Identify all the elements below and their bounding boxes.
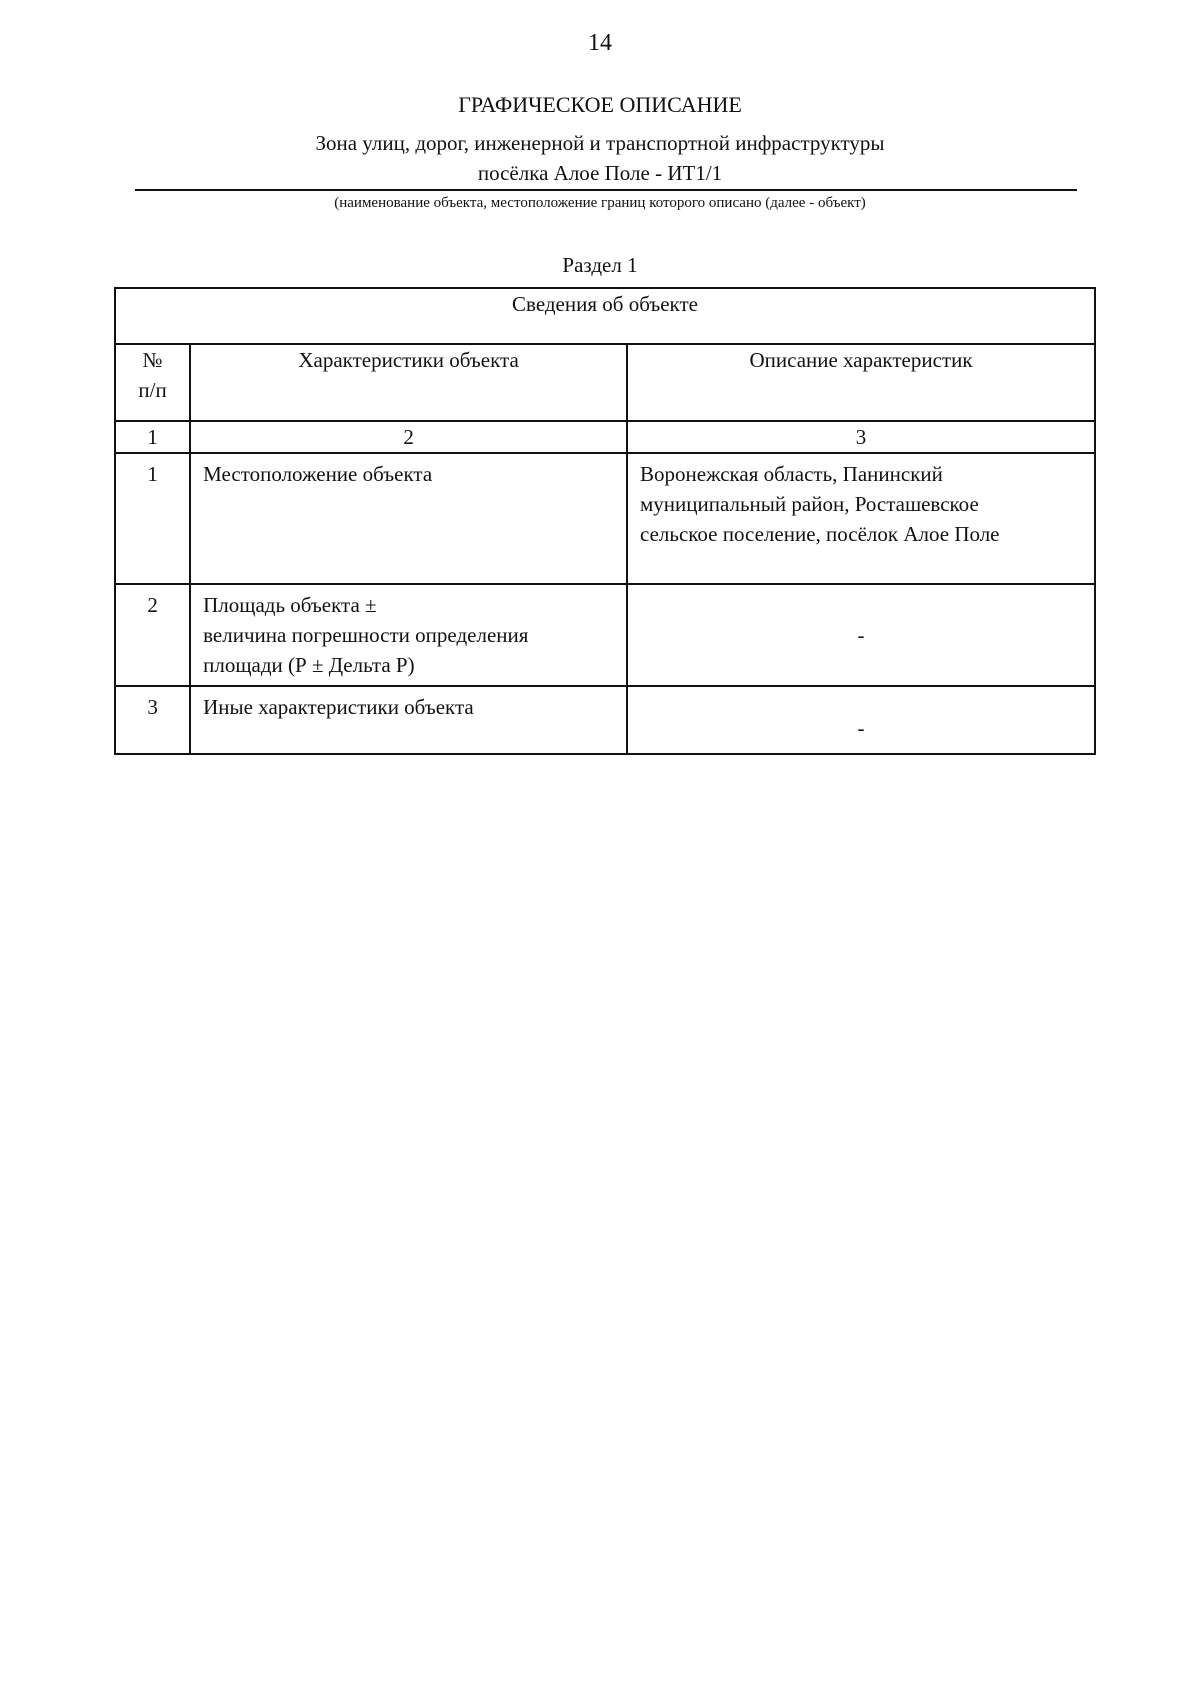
object-info-table [114,287,1096,755]
table-row [115,584,1095,686]
table-caption-row [115,288,1095,344]
text-line: Воронежская область, Панинский [640,462,943,486]
object-name [0,128,1200,188]
text-line: площади (Р ± Дельта Р) [203,653,415,677]
column-number: 1 [115,421,190,453]
header-description: Описание характеристик [627,344,1095,421]
column-number: 3 [627,421,1095,453]
text-line: сельское поселение, посёлок Алое Поле [640,522,1000,546]
text-line: величина погрешности определения [203,623,529,647]
row-characteristic [190,584,627,686]
title-underline [135,189,1077,191]
row-description: - [627,584,1095,686]
text-line: Площадь объекта ± [203,593,377,617]
text-line: Иные характеристики объекта [203,695,474,719]
row-characteristic [190,686,627,754]
row-description [627,453,1095,584]
text-line: муниципальный район, Росташевское [640,492,979,516]
object-name-line-1: Зона улиц, дорог, инженерной и транспортной инфраструктуры [315,131,885,155]
header-characteristics: Характеристики объекта [190,344,627,421]
column-number: 2 [190,421,627,453]
section-title: Раздел 1 [562,253,638,277]
header-number-line-2: п/п [138,378,167,402]
table-header-row [115,344,1095,421]
text-line: Местоположение объекта [203,462,433,486]
object-name-line-2: посёлка Алое Поле - ИТ1/1 [477,161,723,185]
header-number-line-1: № [142,348,163,372]
column-number-row [115,421,1095,453]
table-row [115,453,1095,584]
row-number: 2 [115,584,190,686]
row-number: 3 [115,686,190,754]
table-row [115,686,1095,754]
page-number: 14 [588,30,612,56]
row-description: - [627,686,1095,754]
header-number [115,344,190,421]
underline-caption: (наименование объекта, местоположение границ которого описано (далее - объект) [334,195,866,211]
document-title: ГРАФИЧЕСКОЕ ОПИСАНИЕ [458,92,742,117]
row-characteristic [190,453,627,584]
row-number: 1 [115,453,190,584]
table-caption: Сведения об объекте [115,288,1095,344]
